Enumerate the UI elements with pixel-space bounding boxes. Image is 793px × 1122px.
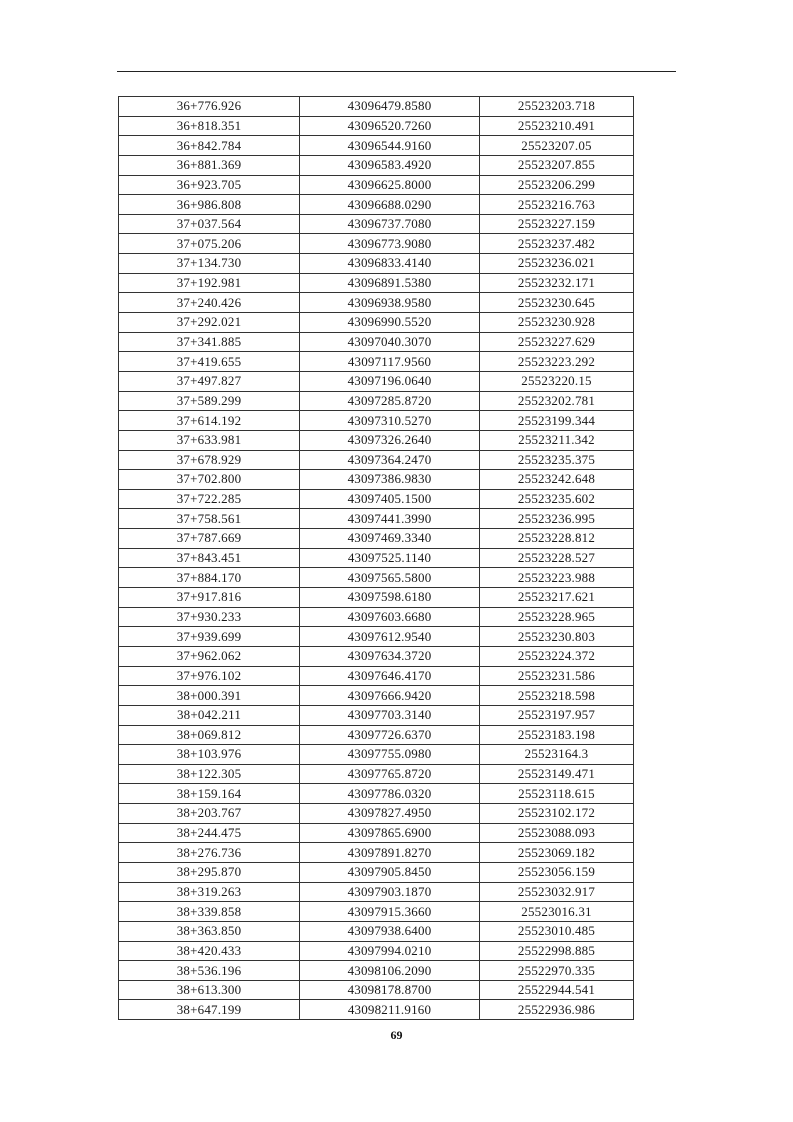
- x-coordinate-cell: 43097827.4950: [300, 804, 480, 824]
- x-coordinate-cell: 43096833.4140: [300, 254, 480, 274]
- table-row: [119, 961, 634, 981]
- table-row: [119, 371, 634, 391]
- table-row: [119, 489, 634, 509]
- y-coordinate-cell: 25523227.159: [480, 214, 634, 234]
- chainage-cell: 38+103.976: [119, 745, 300, 765]
- y-coordinate-cell: 25523232.171: [480, 273, 634, 293]
- chainage-cell: 37+930.233: [119, 607, 300, 627]
- table-row: [119, 254, 634, 274]
- chainage-cell: 37+240.426: [119, 293, 300, 313]
- x-coordinate-cell: 43097786.0320: [300, 784, 480, 804]
- table-row: [119, 97, 634, 117]
- chainage-cell: 37+702.800: [119, 470, 300, 490]
- chainage-cell: 38+295.870: [119, 862, 300, 882]
- coordinate-table: [118, 96, 634, 1020]
- x-coordinate-cell: 43097765.8720: [300, 764, 480, 784]
- x-coordinate-cell: 43096737.7080: [300, 214, 480, 234]
- chainage-cell: 38+276.736: [119, 843, 300, 863]
- y-coordinate-cell: 25523207.05: [480, 136, 634, 156]
- y-coordinate-cell: 25523230.803: [480, 627, 634, 647]
- chainage-cell: 37+962.062: [119, 646, 300, 666]
- x-coordinate-cell: 43097040.3070: [300, 332, 480, 352]
- y-coordinate-cell: 25523016.31: [480, 902, 634, 922]
- y-coordinate-cell: 25523242.648: [480, 470, 634, 490]
- x-coordinate-cell: 43097666.9420: [300, 686, 480, 706]
- table-row: [119, 882, 634, 902]
- table-row: [119, 607, 634, 627]
- x-coordinate-cell: 43097469.3340: [300, 529, 480, 549]
- x-coordinate-cell: 43097994.0210: [300, 941, 480, 961]
- chainage-cell: 38+420.433: [119, 941, 300, 961]
- table-row: [119, 666, 634, 686]
- chainage-cell: 37+787.669: [119, 529, 300, 549]
- chainage-cell: 37+843.451: [119, 548, 300, 568]
- chainage-cell: 38+159.164: [119, 784, 300, 804]
- table-row: [119, 548, 634, 568]
- x-coordinate-cell: 43097441.3990: [300, 509, 480, 529]
- y-coordinate-cell: 25522998.885: [480, 941, 634, 961]
- table-row: [119, 980, 634, 1000]
- x-coordinate-cell: 43096625.8000: [300, 175, 480, 195]
- chainage-cell: 37+497.827: [119, 371, 300, 391]
- y-coordinate-cell: 25523218.598: [480, 686, 634, 706]
- table-row: [119, 313, 634, 333]
- table-row: [119, 804, 634, 824]
- chainage-cell: 36+986.808: [119, 195, 300, 215]
- x-coordinate-cell: 43097915.3660: [300, 902, 480, 922]
- table-row: [119, 1000, 634, 1020]
- table-row: [119, 293, 634, 313]
- y-coordinate-cell: 25522936.986: [480, 1000, 634, 1020]
- y-coordinate-cell: 25523228.527: [480, 548, 634, 568]
- x-coordinate-cell: 43097310.5270: [300, 411, 480, 431]
- y-coordinate-cell: 25523202.781: [480, 391, 634, 411]
- chainage-cell: 36+923.705: [119, 175, 300, 195]
- y-coordinate-cell: 25523220.15: [480, 371, 634, 391]
- y-coordinate-cell: 25523199.344: [480, 411, 634, 431]
- table-row: [119, 234, 634, 254]
- y-coordinate-cell: 25523206.299: [480, 175, 634, 195]
- x-coordinate-cell: 43097364.2470: [300, 450, 480, 470]
- chainage-cell: 36+818.351: [119, 116, 300, 136]
- table-row: [119, 588, 634, 608]
- chainage-cell: 37+678.929: [119, 450, 300, 470]
- table-row: [119, 843, 634, 863]
- chainage-cell: 37+758.561: [119, 509, 300, 529]
- x-coordinate-cell: 43096938.9580: [300, 293, 480, 313]
- chainage-cell: 37+722.285: [119, 489, 300, 509]
- table-row: [119, 450, 634, 470]
- table-row: [119, 902, 634, 922]
- x-coordinate-cell: 43097603.6680: [300, 607, 480, 627]
- table-row: [119, 175, 634, 195]
- x-coordinate-cell: 43096520.7260: [300, 116, 480, 136]
- table-row: [119, 921, 634, 941]
- x-coordinate-cell: 43098211.9160: [300, 1000, 480, 1020]
- x-coordinate-cell: 43097525.1140: [300, 548, 480, 568]
- table-row: [119, 155, 634, 175]
- y-coordinate-cell: 25523236.021: [480, 254, 634, 274]
- table-row: [119, 627, 634, 647]
- table-row: [119, 862, 634, 882]
- chainage-cell: 37+884.170: [119, 568, 300, 588]
- y-coordinate-cell: 25523149.471: [480, 764, 634, 784]
- x-coordinate-cell: 43097703.3140: [300, 705, 480, 725]
- y-coordinate-cell: 25523032.917: [480, 882, 634, 902]
- table-row: [119, 411, 634, 431]
- x-coordinate-cell: 43097405.1500: [300, 489, 480, 509]
- x-coordinate-cell: 43097285.8720: [300, 391, 480, 411]
- table-body: [119, 97, 634, 1020]
- chainage-cell: 37+037.564: [119, 214, 300, 234]
- page-number: 69: [390, 1028, 403, 1042]
- table-row: [119, 764, 634, 784]
- x-coordinate-cell: 43096773.9080: [300, 234, 480, 254]
- table-row: [119, 116, 634, 136]
- table-row: [119, 214, 634, 234]
- y-coordinate-cell: 25523224.372: [480, 646, 634, 666]
- x-coordinate-cell: 43097612.9540: [300, 627, 480, 647]
- y-coordinate-cell: 25523118.615: [480, 784, 634, 804]
- chainage-cell: 38+536.196: [119, 961, 300, 981]
- chainage-cell: 37+134.730: [119, 254, 300, 274]
- y-coordinate-cell: 25523197.957: [480, 705, 634, 725]
- x-coordinate-cell: 43097865.6900: [300, 823, 480, 843]
- x-coordinate-cell: 43096688.0290: [300, 195, 480, 215]
- chainage-cell: 36+776.926: [119, 97, 300, 117]
- x-coordinate-cell: 43097903.1870: [300, 882, 480, 902]
- table-row: [119, 745, 634, 765]
- table-row: [119, 823, 634, 843]
- x-coordinate-cell: 43096990.5520: [300, 313, 480, 333]
- y-coordinate-cell: 25523102.172: [480, 804, 634, 824]
- y-coordinate-cell: 25522944.541: [480, 980, 634, 1000]
- y-coordinate-cell: 25523236.995: [480, 509, 634, 529]
- table-row: [119, 430, 634, 450]
- chainage-cell: 36+842.784: [119, 136, 300, 156]
- chainage-cell: 38+319.263: [119, 882, 300, 902]
- y-coordinate-cell: 25523207.855: [480, 155, 634, 175]
- x-coordinate-cell: 43096544.9160: [300, 136, 480, 156]
- x-coordinate-cell: 43097634.3720: [300, 646, 480, 666]
- x-coordinate-cell: 43098106.2090: [300, 961, 480, 981]
- chainage-cell: 37+292.021: [119, 313, 300, 333]
- y-coordinate-cell: 25523217.621: [480, 588, 634, 608]
- x-coordinate-cell: 43097726.6370: [300, 725, 480, 745]
- table-row: [119, 646, 634, 666]
- x-coordinate-cell: 43097196.0640: [300, 371, 480, 391]
- chainage-cell: 37+939.699: [119, 627, 300, 647]
- y-coordinate-cell: 25523183.198: [480, 725, 634, 745]
- chainage-cell: 37+614.192: [119, 411, 300, 431]
- y-coordinate-cell: 25523164.3: [480, 745, 634, 765]
- y-coordinate-cell: 25523210.491: [480, 116, 634, 136]
- chainage-cell: 37+075.206: [119, 234, 300, 254]
- y-coordinate-cell: 25522970.335: [480, 961, 634, 981]
- y-coordinate-cell: 25523010.485: [480, 921, 634, 941]
- x-coordinate-cell: 43097891.8270: [300, 843, 480, 863]
- table-row: [119, 352, 634, 372]
- y-coordinate-cell: 25523235.602: [480, 489, 634, 509]
- x-coordinate-cell: 43097905.8450: [300, 862, 480, 882]
- y-coordinate-cell: 25523237.482: [480, 234, 634, 254]
- y-coordinate-cell: 25523211.342: [480, 430, 634, 450]
- y-coordinate-cell: 25523056.159: [480, 862, 634, 882]
- y-coordinate-cell: 25523223.292: [480, 352, 634, 372]
- x-coordinate-cell: 43096479.8580: [300, 97, 480, 117]
- x-coordinate-cell: 43096583.4920: [300, 155, 480, 175]
- y-coordinate-cell: 25523230.928: [480, 313, 634, 333]
- y-coordinate-cell: 25523216.763: [480, 195, 634, 215]
- chainage-cell: 37+976.102: [119, 666, 300, 686]
- table-row: [119, 941, 634, 961]
- table-row: [119, 784, 634, 804]
- chainage-cell: 38+122.305: [119, 764, 300, 784]
- y-coordinate-cell: 25523228.812: [480, 529, 634, 549]
- y-coordinate-cell: 25523203.718: [480, 97, 634, 117]
- chainage-cell: 37+633.981: [119, 430, 300, 450]
- y-coordinate-cell: 25523069.182: [480, 843, 634, 863]
- table-row: [119, 529, 634, 549]
- chainage-cell: 38+647.199: [119, 1000, 300, 1020]
- table-row: [119, 136, 634, 156]
- table-row: [119, 509, 634, 529]
- chainage-cell: 37+589.299: [119, 391, 300, 411]
- y-coordinate-cell: 25523227.629: [480, 332, 634, 352]
- chainage-cell: 38+000.391: [119, 686, 300, 706]
- x-coordinate-cell: 43097326.2640: [300, 430, 480, 450]
- chainage-cell: 38+069.812: [119, 725, 300, 745]
- table-row: [119, 332, 634, 352]
- x-coordinate-cell: 43097117.9560: [300, 352, 480, 372]
- x-coordinate-cell: 43098178.8700: [300, 980, 480, 1000]
- chainage-cell: 36+881.369: [119, 155, 300, 175]
- table-row: [119, 195, 634, 215]
- table-row: [119, 686, 634, 706]
- chainage-cell: 38+613.300: [119, 980, 300, 1000]
- chainage-cell: 37+419.655: [119, 352, 300, 372]
- y-coordinate-cell: 25523228.965: [480, 607, 634, 627]
- chainage-cell: 38+203.767: [119, 804, 300, 824]
- y-coordinate-cell: 25523231.586: [480, 666, 634, 686]
- x-coordinate-cell: 43096891.5380: [300, 273, 480, 293]
- y-coordinate-cell: 25523088.093: [480, 823, 634, 843]
- chainage-cell: 37+917.816: [119, 588, 300, 608]
- x-coordinate-cell: 43097646.4170: [300, 666, 480, 686]
- y-coordinate-cell: 25523230.645: [480, 293, 634, 313]
- table-row: [119, 470, 634, 490]
- table-row: [119, 725, 634, 745]
- x-coordinate-cell: 43097565.5800: [300, 568, 480, 588]
- chainage-cell: 38+244.475: [119, 823, 300, 843]
- table-row: [119, 705, 634, 725]
- table-row: [119, 568, 634, 588]
- chainage-cell: 37+341.885: [119, 332, 300, 352]
- x-coordinate-cell: 43097386.9830: [300, 470, 480, 490]
- header-rule: [117, 71, 676, 72]
- x-coordinate-cell: 43097938.6400: [300, 921, 480, 941]
- table-row: [119, 391, 634, 411]
- table-row: [119, 273, 634, 293]
- y-coordinate-cell: 25523235.375: [480, 450, 634, 470]
- x-coordinate-cell: 43097755.0980: [300, 745, 480, 765]
- chainage-cell: 38+042.211: [119, 705, 300, 725]
- chainage-cell: 38+363.850: [119, 921, 300, 941]
- y-coordinate-cell: 25523223.988: [480, 568, 634, 588]
- x-coordinate-cell: 43097598.6180: [300, 588, 480, 608]
- chainage-cell: 37+192.981: [119, 273, 300, 293]
- chainage-cell: 38+339.858: [119, 902, 300, 922]
